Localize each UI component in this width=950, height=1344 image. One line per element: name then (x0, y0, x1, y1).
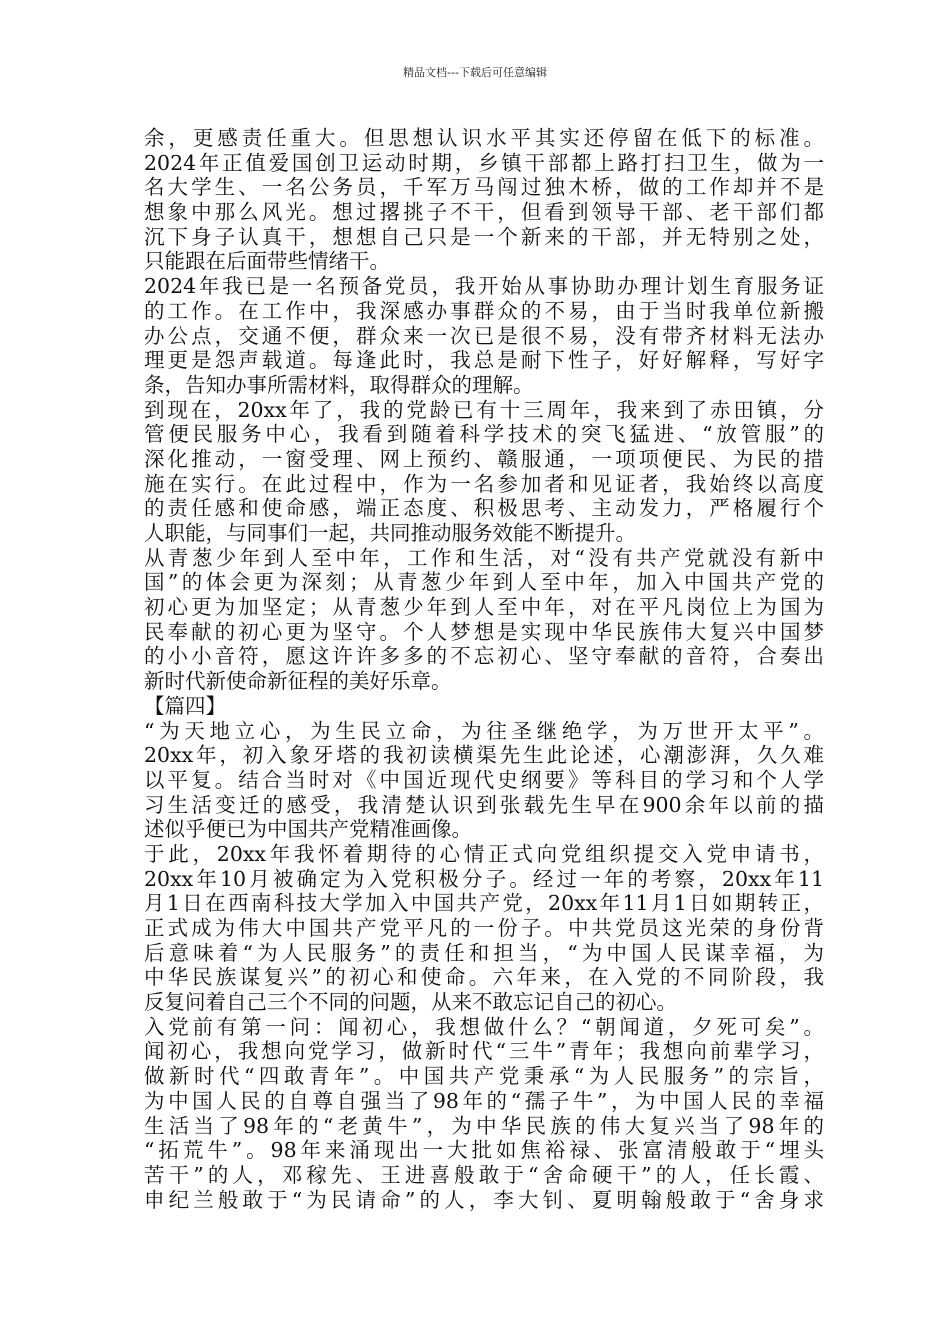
text-line: 名大学生、一名公务员，千军万马闯过独木桥，做的工作却并不是 (144, 175, 824, 200)
text-line: 民奉献的初心更为坚守。个人梦想是实现中华民族伟大复兴中国梦 (144, 619, 824, 644)
text-line: 为中国人民的自尊自强当了98年的“孺子牛”，为中国人民的幸福 (144, 1088, 824, 1113)
text-line: 国”的体会更为深刻；从青葱少年到人至中年，加入中国共产党的 (144, 570, 824, 595)
text-line: 2024年我已是一名预备党员，我开始从事协助办理计划生育服务证 (144, 274, 824, 299)
text-line: 述似乎便已为中国共产党精准画像。 (144, 817, 472, 842)
text-line: 反复问着自己三个不同的问题，从来不敢忘记自己的初心。 (144, 990, 677, 1015)
text-line: 习生活变迁的感受，我清楚认识到张载先生早在900余年以前的描 (144, 792, 824, 817)
text-line: 的工作。在工作中，我深感办事群众的不易，由于当时我单位新搬 (144, 298, 824, 323)
text-line: 到现在，20xx年了，我的党龄已有十三周年，我来到了赤田镇，分 (144, 397, 824, 422)
text-line: 新时代新使命新征程的美好乐章。 (144, 669, 452, 694)
text-line: 沉下身子认真干，想想自己只是一个新来的干部，并无特别之处， (144, 224, 824, 249)
text-line: 只能跟在后面带些情绪干。 (144, 249, 390, 274)
text-line: 做新时代“四敢青年”。中国共产党秉承“为人民服务”的宗旨， (144, 1064, 824, 1089)
text-line: 管便民服务中心，我看到随着科学技术的突飞猛进、“放管服”的 (144, 422, 824, 447)
text-line: 理更是怨声载道。每逢此时，我总是耐下性子，好好解释，写好字 (144, 348, 824, 373)
text-line: 以平复。结合当时对《中国近现代史纲要》等科目的学习和个人学 (144, 767, 824, 792)
text-line: 条，告知办事所需材料，取得群众的理解。 (144, 372, 534, 397)
header-text: 精品文档---下载后可任意编辑 (403, 66, 547, 79)
page-header (0, 66, 950, 80)
text-line: 月1日在西南科技大学加入中国共产党，20xx年11月1日如期转正， (144, 891, 824, 916)
text-line: 办公点，交通不便，群众来一次已是很不易，没有带齐材料无法办 (144, 323, 824, 348)
text-line: “拓荒牛”。98年来涌现出一大批如焦裕禄、张富清般敢于“埋头 (144, 1138, 824, 1163)
text-line: 20xx年，初入象牙塔的我初读横渠先生此论述，心潮澎湃，久久难 (144, 743, 824, 768)
text-line: 的小小音符，愿这许许多多的不忘初心、坚守奉献的音符，合奏出 (144, 644, 824, 669)
text-line: 人职能，与同事们一起，共同推动服务效能不断提升。 (144, 521, 636, 545)
text-line: 初心更为加坚定；从青葱少年到人至中年，对在平凡岗位上为国为 (144, 595, 824, 620)
text-line: 想象中那么风光。想过撂挑子不干，但看到领导干部、老干部们都 (144, 200, 824, 225)
text-line: 生活当了98年的“老黄牛”，为中华民族的伟大复兴当了98年的 (144, 1113, 824, 1138)
text-line: 2024年正值爱国创卫运动时期，乡镇干部都上路打扫卫生，做为一 (144, 150, 824, 175)
text-line: 正式成为伟大中国共产党平凡的一份子。中共党员这光荣的身份背 (144, 916, 824, 940)
text-line: 入党前有第一问：闻初心，我想做什么？“朝闻道，夕死可矣”。 (144, 1014, 824, 1039)
document-body (144, 126, 824, 1212)
text-line: 的责任感和使命感，端正态度、积极思考、主动发力，严格履行个 (144, 496, 824, 521)
text-line: “为天地立心，为生民立命，为往圣继绝学，为万世开太平”。 (144, 718, 824, 743)
text-line: 20xx年10月被确定为入党积极分子。经过一年的考察，20xx年11 (144, 866, 824, 891)
text-line: 苦干”的人，邓稼先、王进喜般敢于“舍命硬干”的人，任长霞、 (144, 1162, 824, 1187)
text-line: 施在实行。在此过程中，作为一名参加者和见证者，我始终以高度 (144, 471, 824, 496)
text-line: 申纪兰般敢于“为民请命”的人，李大钊、夏明翰般敢于“舍身求 (144, 1187, 824, 1212)
text-line: 于此，20xx年我怀着期待的心情正式向党组织提交入党申请书， (144, 841, 824, 866)
text-line: 从青葱少年到人至中年，工作和生活，对“没有共产党就没有新中 (144, 545, 824, 570)
text-line: 余，更感责任重大。但思想认识水平其实还停留在低下的标准。 (144, 126, 824, 150)
text-line: 【篇四】 (144, 693, 226, 718)
text-line: 中华民族谋复兴”的初心和使命。六年来，在入党的不同阶段，我 (144, 965, 824, 990)
text-line: 深化推动，一窗受理、网上预约、赣服通，一项项便民、为民的措 (144, 446, 824, 471)
text-line: 后意味着“为人民服务”的责任和担当，“为中国人民谋幸福，为 (144, 940, 824, 965)
text-line: 闻初心，我想向党学习，做新时代“三牛”青年；我想向前辈学习， (144, 1039, 824, 1064)
